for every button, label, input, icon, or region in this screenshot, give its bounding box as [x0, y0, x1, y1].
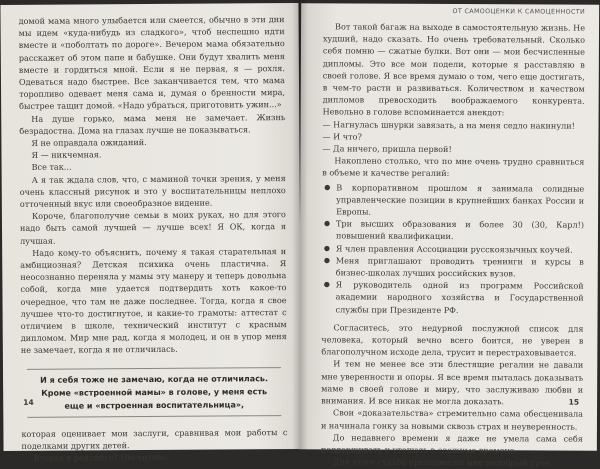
paragraph: Вторая в рейтинге? Несчитово. — [33, 451, 169, 463]
pull-quote-line: И я себя тоже не замечаю, когда не отличилась. — [40, 373, 269, 385]
left-page-after-quote — [21, 426, 287, 464]
achievement-item: ● Меня приглашают проводить тренинги и курсы в бизнес-школах лучших российских вузов. — [322, 254, 584, 280]
paragraph: Я — никчемная. — [31, 149, 102, 161]
paragraph: Согласитесь, это недурной послужной список для человека, который вечно всего боится, не уверен в благополучном исходе дела, трусит и перестраховывается. — [321, 322, 584, 358]
achievements-list — [322, 181, 585, 317]
achievement-item: ● Я руководитель одной из программ Российской академии народного хозяйства и Государственной службы при Президенте РФ. — [322, 279, 584, 317]
paragraph: домой мама много улыбается или смеется, обычно в эти дни мы идем «куда-нибудь из сладкого», чтоб неспешно идти вместе и «поболтать по дороге». Вечером мама обязательно расскажет об этом папе и бабушке. Они будут хвалить меня вместе и гордиться мной. Если я не первая, я — рохля. Одеваться надо быстрее. Все заканчивается тем, что мама торопливо одевает меня сама и, думая о бренности мира, быстрее тащит домой. «Надо убраться, приготовить ужин...» — [18, 14, 286, 112]
paragraph: Вот такой багаж на выходе в самостоятельную жизнь. Не худший, надо сказать. Но очень требовательный. Сколько себя помню — сжатые булки. Вот они — мои бесчисленные дипломы. Это все мои подели, которые я расставляю в своей голове. Я все время думаю о том, чего еще достигать, в чем-то расти и развиваться. Количеством и качеством дипломов превосходить воображаемого конкурента. Невольно в голове вспоминается анекдот: — [322, 21, 586, 118]
paragraph: Все так... — [31, 161, 72, 173]
running-head: ОТ САМООЦЕНКИ К САМОЦЕННОСТИ — [452, 8, 586, 16]
right-page — [299, 3, 599, 468]
paragraph: До недавнего времени я даже не умела сама себя поддерживать и утешать в сложные времена. — [320, 432, 583, 456]
pull-quote-line: еще и «встроенная воспитательница», — [64, 400, 245, 411]
page-number-left: 14 — [23, 397, 34, 407]
left-page-body — [19, 13, 287, 357]
paragraph: Короче, благополучие семьи в моих руках, но для этого надо быть самой лучшей — лучше всех! Я ОК, когда я лучшая. — [19, 209, 287, 246]
paragraph: — И что? — [322, 131, 362, 142]
paragraph: которая оценивает мои заслуги, сравнивая мои работы с поделками других детей. — [21, 426, 288, 451]
paragraph: На душе горько, мама меня не замечает. Жизнь безрадостна. Дома на глазах лучше не показываться. — [19, 111, 286, 136]
paragraph: И тем не менее все эти блестящие регалии не давали мне уверенности и опоры. Я все время пыталась доказывать маме в своей голове и миру, что заслуживаю любви и внимания. И все никак не могла доказать. — [321, 358, 584, 407]
right-page-body — [322, 20, 585, 180]
pull-quote — [27, 367, 281, 418]
achievement-item: ● Три высших образования и более 30 (30, Карл!) повышений квалификации. — [322, 218, 584, 244]
paragraph: Я не оправдала ожиданий. — [31, 137, 147, 148]
left-page — [0, 3, 301, 463]
pull-quote-line: Кроме «встроенной мамы» в голове, у меня есть — [41, 386, 268, 398]
achievement-item: ● Я член правления Ассоциации русскоязычных коучей. — [322, 242, 584, 256]
paragraph: Для этого судьба преподнесла мне недобрый урок. — [332, 456, 553, 468]
paragraph: Накоплено столько, что по мне очень трудно сравниться в объеме и качестве регалий: — [322, 155, 585, 179]
right-page-after-list — [321, 321, 584, 469]
achievement-item: ● В корпоративном прошлом я занимала солидные управленческие позиции в крупнейших банках России и Европы. — [322, 181, 584, 219]
paragraph: — Нагнулась шнурки завязать, а на меня седло накинули! — [322, 118, 575, 131]
page-number-right: 15 — [568, 397, 580, 407]
paragraph: Надо кому-то объяснить, почему я такая старательная и амбициозная? Детская психика очень пластична. Я неосознанно переняла у мамы эту манеру и теперь довольна собой, когда мне удается подтвердить хоть какое-то очередное, что там не даже последнее. Тогда, когда я свое лучшее что-то достигнутое, и какие-то грамоты: аттестат с отличием в школе, технический институт с красным дипломом. Мир мне рад, когда я молодец, и он в упор меня не замечает, когда я не отличилась. — [20, 245, 287, 356]
paragraph: — Да ничего, пришла первой! — [322, 143, 452, 155]
paragraph: Свои «доказательства» стремительно сама обесценивала и начинала гонку за новыми сквозь страх и неуверенность. — [320, 407, 584, 432]
paragraph: А я так ждала слов, что, с маминой точки зрения, у меня очень классный рисунок и это у воспитательницы неплохо отточенный вкус или своеобразное видение. — [19, 172, 286, 209]
